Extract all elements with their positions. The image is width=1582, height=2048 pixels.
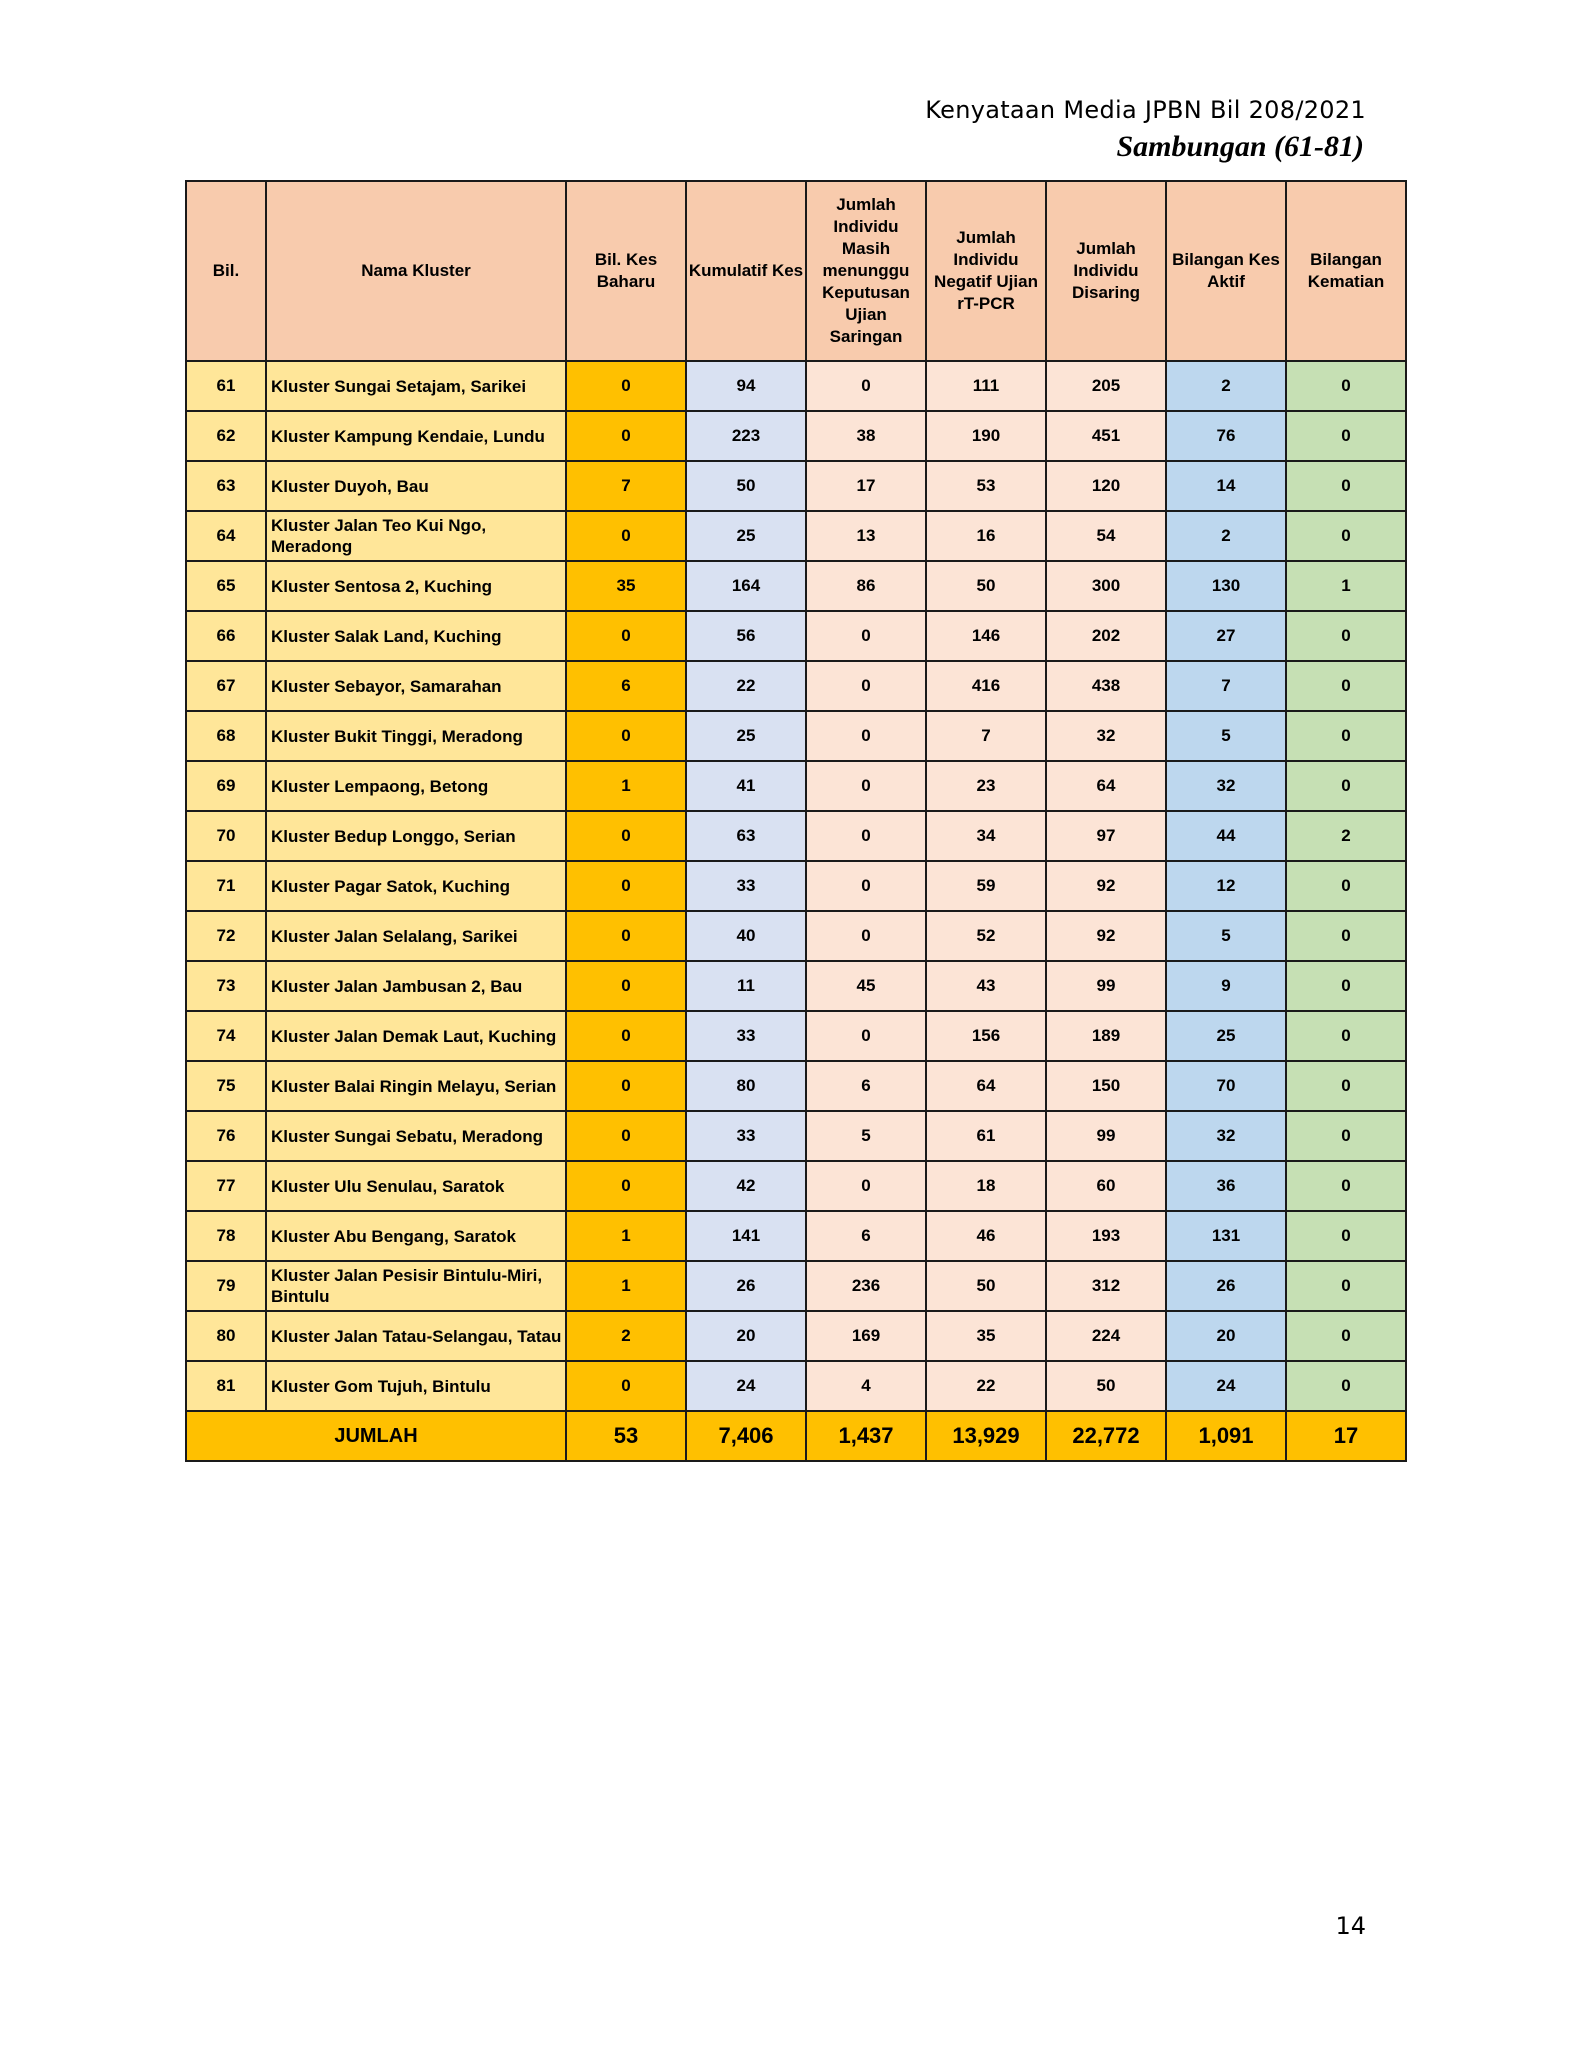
column-header-kematian: Bilangan Kematian bbox=[1286, 181, 1406, 361]
cell-negatif: 111 bbox=[926, 361, 1046, 411]
cell-kematian: 0 bbox=[1286, 1361, 1406, 1411]
cell-menunggu: 38 bbox=[806, 411, 926, 461]
cell-kumulatif: 20 bbox=[686, 1311, 806, 1361]
cell-kes-aktif: 70 bbox=[1166, 1061, 1286, 1111]
column-header-disaring: Jumlah Individu Disaring bbox=[1046, 181, 1166, 361]
cell-menunggu: 0 bbox=[806, 661, 926, 711]
cell-kes-aktif: 5 bbox=[1166, 911, 1286, 961]
cell-kumulatif: 25 bbox=[686, 511, 806, 561]
cell-menunggu: 0 bbox=[806, 811, 926, 861]
table-row bbox=[186, 411, 1406, 461]
cell-kematian: 0 bbox=[1286, 1161, 1406, 1211]
cell-nama-kluster: Kluster Pagar Satok, Kuching bbox=[266, 861, 566, 911]
cell-menunggu: 0 bbox=[806, 911, 926, 961]
cell-negatif: 50 bbox=[926, 1261, 1046, 1311]
cell-kes-baharu: 35 bbox=[566, 561, 686, 611]
cell-nama-kluster: Kluster Sungai Sebatu, Meradong bbox=[266, 1111, 566, 1161]
cell-disaring: 451 bbox=[1046, 411, 1166, 461]
cell-kes-aktif: 12 bbox=[1166, 861, 1286, 911]
cell-nama-kluster: Kluster Bedup Longgo, Serian bbox=[266, 811, 566, 861]
table-row bbox=[186, 861, 1406, 911]
cell-disaring: 193 bbox=[1046, 1211, 1166, 1261]
cell-bil: 75 bbox=[186, 1061, 266, 1111]
cell-kematian: 0 bbox=[1286, 1061, 1406, 1111]
cell-disaring: 224 bbox=[1046, 1311, 1166, 1361]
cell-kematian: 0 bbox=[1286, 611, 1406, 661]
cell-kematian: 2 bbox=[1286, 811, 1406, 861]
cell-kes-aktif: 5 bbox=[1166, 711, 1286, 761]
table-row bbox=[186, 761, 1406, 811]
cell-kes-aktif: 36 bbox=[1166, 1161, 1286, 1211]
cell-negatif: 18 bbox=[926, 1161, 1046, 1211]
column-header-kes-aktif: Bilangan Kes Aktif bbox=[1166, 181, 1286, 361]
cell-negatif: 52 bbox=[926, 911, 1046, 961]
cell-kematian: 0 bbox=[1286, 1011, 1406, 1061]
cell-kematian: 0 bbox=[1286, 911, 1406, 961]
cell-kumulatif: 25 bbox=[686, 711, 806, 761]
table-row bbox=[186, 611, 1406, 661]
cell-disaring: 64 bbox=[1046, 761, 1166, 811]
cell-negatif: 46 bbox=[926, 1211, 1046, 1261]
cell-kumulatif: 56 bbox=[686, 611, 806, 661]
column-header-bil: Bil. bbox=[186, 181, 266, 361]
table-row bbox=[186, 1011, 1406, 1061]
total-menunggu: 1,437 bbox=[806, 1411, 926, 1461]
total-negatif: 13,929 bbox=[926, 1411, 1046, 1461]
cell-menunggu: 0 bbox=[806, 361, 926, 411]
column-header-kumulatif: Kumulatif Kes bbox=[686, 181, 806, 361]
cell-bil: 81 bbox=[186, 1361, 266, 1411]
cell-bil: 67 bbox=[186, 661, 266, 711]
cell-kes-aktif: 25 bbox=[1166, 1011, 1286, 1061]
cell-disaring: 189 bbox=[1046, 1011, 1166, 1061]
cell-kes-aktif: 27 bbox=[1166, 611, 1286, 661]
cell-negatif: 16 bbox=[926, 511, 1046, 561]
cell-kumulatif: 80 bbox=[686, 1061, 806, 1111]
cell-kematian: 0 bbox=[1286, 411, 1406, 461]
cell-kes-aktif: 26 bbox=[1166, 1261, 1286, 1311]
cell-menunggu: 236 bbox=[806, 1261, 926, 1311]
cluster-table bbox=[185, 180, 1407, 1462]
cell-kumulatif: 33 bbox=[686, 1011, 806, 1061]
cell-disaring: 97 bbox=[1046, 811, 1166, 861]
column-header-menunggu: Jumlah Individu Masih menunggu Keputusan Ujian Saringan bbox=[806, 181, 926, 361]
total-kematian: 17 bbox=[1286, 1411, 1406, 1461]
cell-negatif: 50 bbox=[926, 561, 1046, 611]
cell-menunggu: 0 bbox=[806, 1011, 926, 1061]
cell-nama-kluster: Kluster Jalan Pesisir Bintulu-Miri, Bintulu bbox=[266, 1261, 566, 1311]
cell-kes-baharu: 0 bbox=[566, 961, 686, 1011]
table-row bbox=[186, 661, 1406, 711]
cell-kumulatif: 33 bbox=[686, 1111, 806, 1161]
cell-kumulatif: 11 bbox=[686, 961, 806, 1011]
cell-bil: 76 bbox=[186, 1111, 266, 1161]
cell-kes-baharu: 6 bbox=[566, 661, 686, 711]
cell-negatif: 22 bbox=[926, 1361, 1046, 1411]
table-row bbox=[186, 561, 1406, 611]
cell-menunggu: 0 bbox=[806, 1161, 926, 1211]
table-row bbox=[186, 1061, 1406, 1111]
cell-kes-aktif: 20 bbox=[1166, 1311, 1286, 1361]
cell-negatif: 416 bbox=[926, 661, 1046, 711]
cell-menunggu: 169 bbox=[806, 1311, 926, 1361]
cell-menunggu: 6 bbox=[806, 1061, 926, 1111]
total-disaring: 22,772 bbox=[1046, 1411, 1166, 1461]
cell-negatif: 64 bbox=[926, 1061, 1046, 1111]
cell-kes-aktif: 2 bbox=[1166, 361, 1286, 411]
cell-disaring: 150 bbox=[1046, 1061, 1166, 1111]
cell-kumulatif: 164 bbox=[686, 561, 806, 611]
cell-bil: 70 bbox=[186, 811, 266, 861]
cell-kumulatif: 42 bbox=[686, 1161, 806, 1211]
total-kes-aktif: 1,091 bbox=[1166, 1411, 1286, 1461]
cell-kematian: 0 bbox=[1286, 461, 1406, 511]
table-row bbox=[186, 711, 1406, 761]
cell-kes-baharu: 0 bbox=[566, 1161, 686, 1211]
cell-kes-aktif: 32 bbox=[1166, 1111, 1286, 1161]
cell-disaring: 99 bbox=[1046, 1111, 1166, 1161]
cell-kes-baharu: 0 bbox=[566, 811, 686, 861]
page-number: 14 bbox=[1335, 1912, 1366, 1940]
cell-kumulatif: 24 bbox=[686, 1361, 806, 1411]
cell-menunggu: 4 bbox=[806, 1361, 926, 1411]
cell-bil: 66 bbox=[186, 611, 266, 661]
cell-negatif: 23 bbox=[926, 761, 1046, 811]
cell-bil: 72 bbox=[186, 911, 266, 961]
cell-kumulatif: 50 bbox=[686, 461, 806, 511]
cell-kes-aktif: 2 bbox=[1166, 511, 1286, 561]
cell-nama-kluster: Kluster Jalan Demak Laut, Kuching bbox=[266, 1011, 566, 1061]
table-row bbox=[186, 511, 1406, 561]
cell-kes-baharu: 0 bbox=[566, 511, 686, 561]
cell-kes-baharu: 0 bbox=[566, 1361, 686, 1411]
cell-negatif: 34 bbox=[926, 811, 1046, 861]
cell-bil: 68 bbox=[186, 711, 266, 761]
cell-menunggu: 0 bbox=[806, 711, 926, 761]
statement-title: Kenyataan Media JPBN Bil 208/2021 bbox=[925, 96, 1366, 124]
cell-kes-baharu: 1 bbox=[566, 761, 686, 811]
cell-negatif: 61 bbox=[926, 1111, 1046, 1161]
cell-kematian: 0 bbox=[1286, 661, 1406, 711]
cell-kumulatif: 94 bbox=[686, 361, 806, 411]
cell-kematian: 0 bbox=[1286, 961, 1406, 1011]
cell-nama-kluster: Kluster Lempaong, Betong bbox=[266, 761, 566, 811]
cell-kumulatif: 22 bbox=[686, 661, 806, 711]
cell-kes-aktif: 44 bbox=[1166, 811, 1286, 861]
cell-kes-baharu: 0 bbox=[566, 911, 686, 961]
cell-kes-aktif: 24 bbox=[1166, 1361, 1286, 1411]
cell-disaring: 202 bbox=[1046, 611, 1166, 661]
cell-negatif: 146 bbox=[926, 611, 1046, 661]
cell-kematian: 0 bbox=[1286, 361, 1406, 411]
cell-bil: 62 bbox=[186, 411, 266, 461]
cell-nama-kluster: Kluster Duyoh, Bau bbox=[266, 461, 566, 511]
cell-nama-kluster: Kluster Jalan Jambusan 2, Bau bbox=[266, 961, 566, 1011]
cell-nama-kluster: Kluster Ulu Senulau, Saratok bbox=[266, 1161, 566, 1211]
table-row bbox=[186, 911, 1406, 961]
cell-kematian: 0 bbox=[1286, 1211, 1406, 1261]
cell-negatif: 156 bbox=[926, 1011, 1046, 1061]
cell-kematian: 0 bbox=[1286, 1111, 1406, 1161]
cell-bil: 69 bbox=[186, 761, 266, 811]
cell-disaring: 120 bbox=[1046, 461, 1166, 511]
table-row bbox=[186, 1361, 1406, 1411]
cell-nama-kluster: Kluster Kampung Kendaie, Lundu bbox=[266, 411, 566, 461]
cell-kes-baharu: 0 bbox=[566, 711, 686, 761]
cell-kes-baharu: 1 bbox=[566, 1261, 686, 1311]
cell-negatif: 190 bbox=[926, 411, 1046, 461]
table-row bbox=[186, 461, 1406, 511]
cell-kumulatif: 41 bbox=[686, 761, 806, 811]
cell-disaring: 99 bbox=[1046, 961, 1166, 1011]
table-row bbox=[186, 1211, 1406, 1261]
cell-nama-kluster: Kluster Jalan Tatau-Selangau, Tatau bbox=[266, 1311, 566, 1361]
cell-kes-aktif: 76 bbox=[1166, 411, 1286, 461]
cell-nama-kluster: Kluster Salak Land, Kuching bbox=[266, 611, 566, 661]
cell-menunggu: 45 bbox=[806, 961, 926, 1011]
cell-menunggu: 13 bbox=[806, 511, 926, 561]
cell-negatif: 59 bbox=[926, 861, 1046, 911]
cell-bil: 65 bbox=[186, 561, 266, 611]
cell-kes-aktif: 7 bbox=[1166, 661, 1286, 711]
cell-kes-baharu: 0 bbox=[566, 1061, 686, 1111]
cell-kematian: 0 bbox=[1286, 761, 1406, 811]
continuation-subtitle: Sambungan (61-81) bbox=[1116, 130, 1364, 163]
cell-kematian: 1 bbox=[1286, 561, 1406, 611]
cell-disaring: 32 bbox=[1046, 711, 1166, 761]
cell-kes-aktif: 130 bbox=[1166, 561, 1286, 611]
table-row bbox=[186, 361, 1406, 411]
cell-nama-kluster: Kluster Sungai Setajam, Sarikei bbox=[266, 361, 566, 411]
cell-kematian: 0 bbox=[1286, 711, 1406, 761]
cell-disaring: 54 bbox=[1046, 511, 1166, 561]
cell-kes-aktif: 32 bbox=[1166, 761, 1286, 811]
cell-kes-baharu: 1 bbox=[566, 1211, 686, 1261]
cell-menunggu: 5 bbox=[806, 1111, 926, 1161]
cell-kes-baharu: 0 bbox=[566, 361, 686, 411]
total-kes-baharu: 53 bbox=[566, 1411, 686, 1461]
cell-kumulatif: 33 bbox=[686, 861, 806, 911]
cell-kumulatif: 40 bbox=[686, 911, 806, 961]
total-kumulatif: 7,406 bbox=[686, 1411, 806, 1461]
cell-kumulatif: 223 bbox=[686, 411, 806, 461]
cell-disaring: 438 bbox=[1046, 661, 1166, 711]
cell-bil: 73 bbox=[186, 961, 266, 1011]
cell-bil: 74 bbox=[186, 1011, 266, 1061]
cell-nama-kluster: Kluster Jalan Teo Kui Ngo, Meradong bbox=[266, 511, 566, 561]
cell-nama-kluster: Kluster Gom Tujuh, Bintulu bbox=[266, 1361, 566, 1411]
total-row bbox=[186, 1411, 1406, 1461]
cell-kes-baharu: 0 bbox=[566, 411, 686, 461]
cell-bil: 71 bbox=[186, 861, 266, 911]
cell-disaring: 92 bbox=[1046, 911, 1166, 961]
column-header-kes-baharu: Bil. Kes Baharu bbox=[566, 181, 686, 361]
cell-bil: 78 bbox=[186, 1211, 266, 1261]
cell-disaring: 300 bbox=[1046, 561, 1166, 611]
cell-bil: 79 bbox=[186, 1261, 266, 1311]
cell-negatif: 35 bbox=[926, 1311, 1046, 1361]
table-row bbox=[186, 1311, 1406, 1361]
cell-nama-kluster: Kluster Balai Ringin Melayu, Serian bbox=[266, 1061, 566, 1111]
cell-kes-baharu: 0 bbox=[566, 611, 686, 661]
cell-menunggu: 6 bbox=[806, 1211, 926, 1261]
cell-bil: 80 bbox=[186, 1311, 266, 1361]
cell-negatif: 53 bbox=[926, 461, 1046, 511]
cell-disaring: 60 bbox=[1046, 1161, 1166, 1211]
table-row bbox=[186, 1261, 1406, 1311]
cell-disaring: 312 bbox=[1046, 1261, 1166, 1311]
cell-kematian: 0 bbox=[1286, 1261, 1406, 1311]
cell-bil: 61 bbox=[186, 361, 266, 411]
cell-bil: 63 bbox=[186, 461, 266, 511]
table-row bbox=[186, 1111, 1406, 1161]
cell-negatif: 7 bbox=[926, 711, 1046, 761]
cell-nama-kluster: Kluster Sentosa 2, Kuching bbox=[266, 561, 566, 611]
cell-menunggu: 17 bbox=[806, 461, 926, 511]
cell-negatif: 43 bbox=[926, 961, 1046, 1011]
cell-menunggu: 86 bbox=[806, 561, 926, 611]
cell-kes-baharu: 7 bbox=[566, 461, 686, 511]
table-row bbox=[186, 961, 1406, 1011]
cell-kes-baharu: 0 bbox=[566, 1011, 686, 1061]
cell-kumulatif: 63 bbox=[686, 811, 806, 861]
cell-disaring: 205 bbox=[1046, 361, 1166, 411]
table-header-row bbox=[186, 181, 1406, 361]
cell-disaring: 50 bbox=[1046, 1361, 1166, 1411]
column-header-nama-kluster: Nama Kluster bbox=[266, 181, 566, 361]
cell-menunggu: 0 bbox=[806, 761, 926, 811]
cell-menunggu: 0 bbox=[806, 861, 926, 911]
cell-nama-kluster: Kluster Bukit Tinggi, Meradong bbox=[266, 711, 566, 761]
cell-kes-aktif: 14 bbox=[1166, 461, 1286, 511]
cell-nama-kluster: Kluster Jalan Selalang, Sarikei bbox=[266, 911, 566, 961]
table-row bbox=[186, 1161, 1406, 1211]
cell-kematian: 0 bbox=[1286, 861, 1406, 911]
column-header-negatif: Jumlah Individu Negatif Ujian rT-PCR bbox=[926, 181, 1046, 361]
cell-nama-kluster: Kluster Sebayor, Samarahan bbox=[266, 661, 566, 711]
cell-kematian: 0 bbox=[1286, 511, 1406, 561]
total-label: JUMLAH bbox=[186, 1411, 566, 1461]
cell-kes-aktif: 131 bbox=[1166, 1211, 1286, 1261]
cell-disaring: 92 bbox=[1046, 861, 1166, 911]
cell-bil: 64 bbox=[186, 511, 266, 561]
cell-kumulatif: 141 bbox=[686, 1211, 806, 1261]
cell-kes-baharu: 0 bbox=[566, 861, 686, 911]
cell-nama-kluster: Kluster Abu Bengang, Saratok bbox=[266, 1211, 566, 1261]
cell-kes-baharu: 2 bbox=[566, 1311, 686, 1361]
cell-bil: 77 bbox=[186, 1161, 266, 1211]
cell-kes-aktif: 9 bbox=[1166, 961, 1286, 1011]
cell-kematian: 0 bbox=[1286, 1311, 1406, 1361]
cell-menunggu: 0 bbox=[806, 611, 926, 661]
cell-kes-baharu: 0 bbox=[566, 1111, 686, 1161]
table-row bbox=[186, 811, 1406, 861]
cell-kumulatif: 26 bbox=[686, 1261, 806, 1311]
